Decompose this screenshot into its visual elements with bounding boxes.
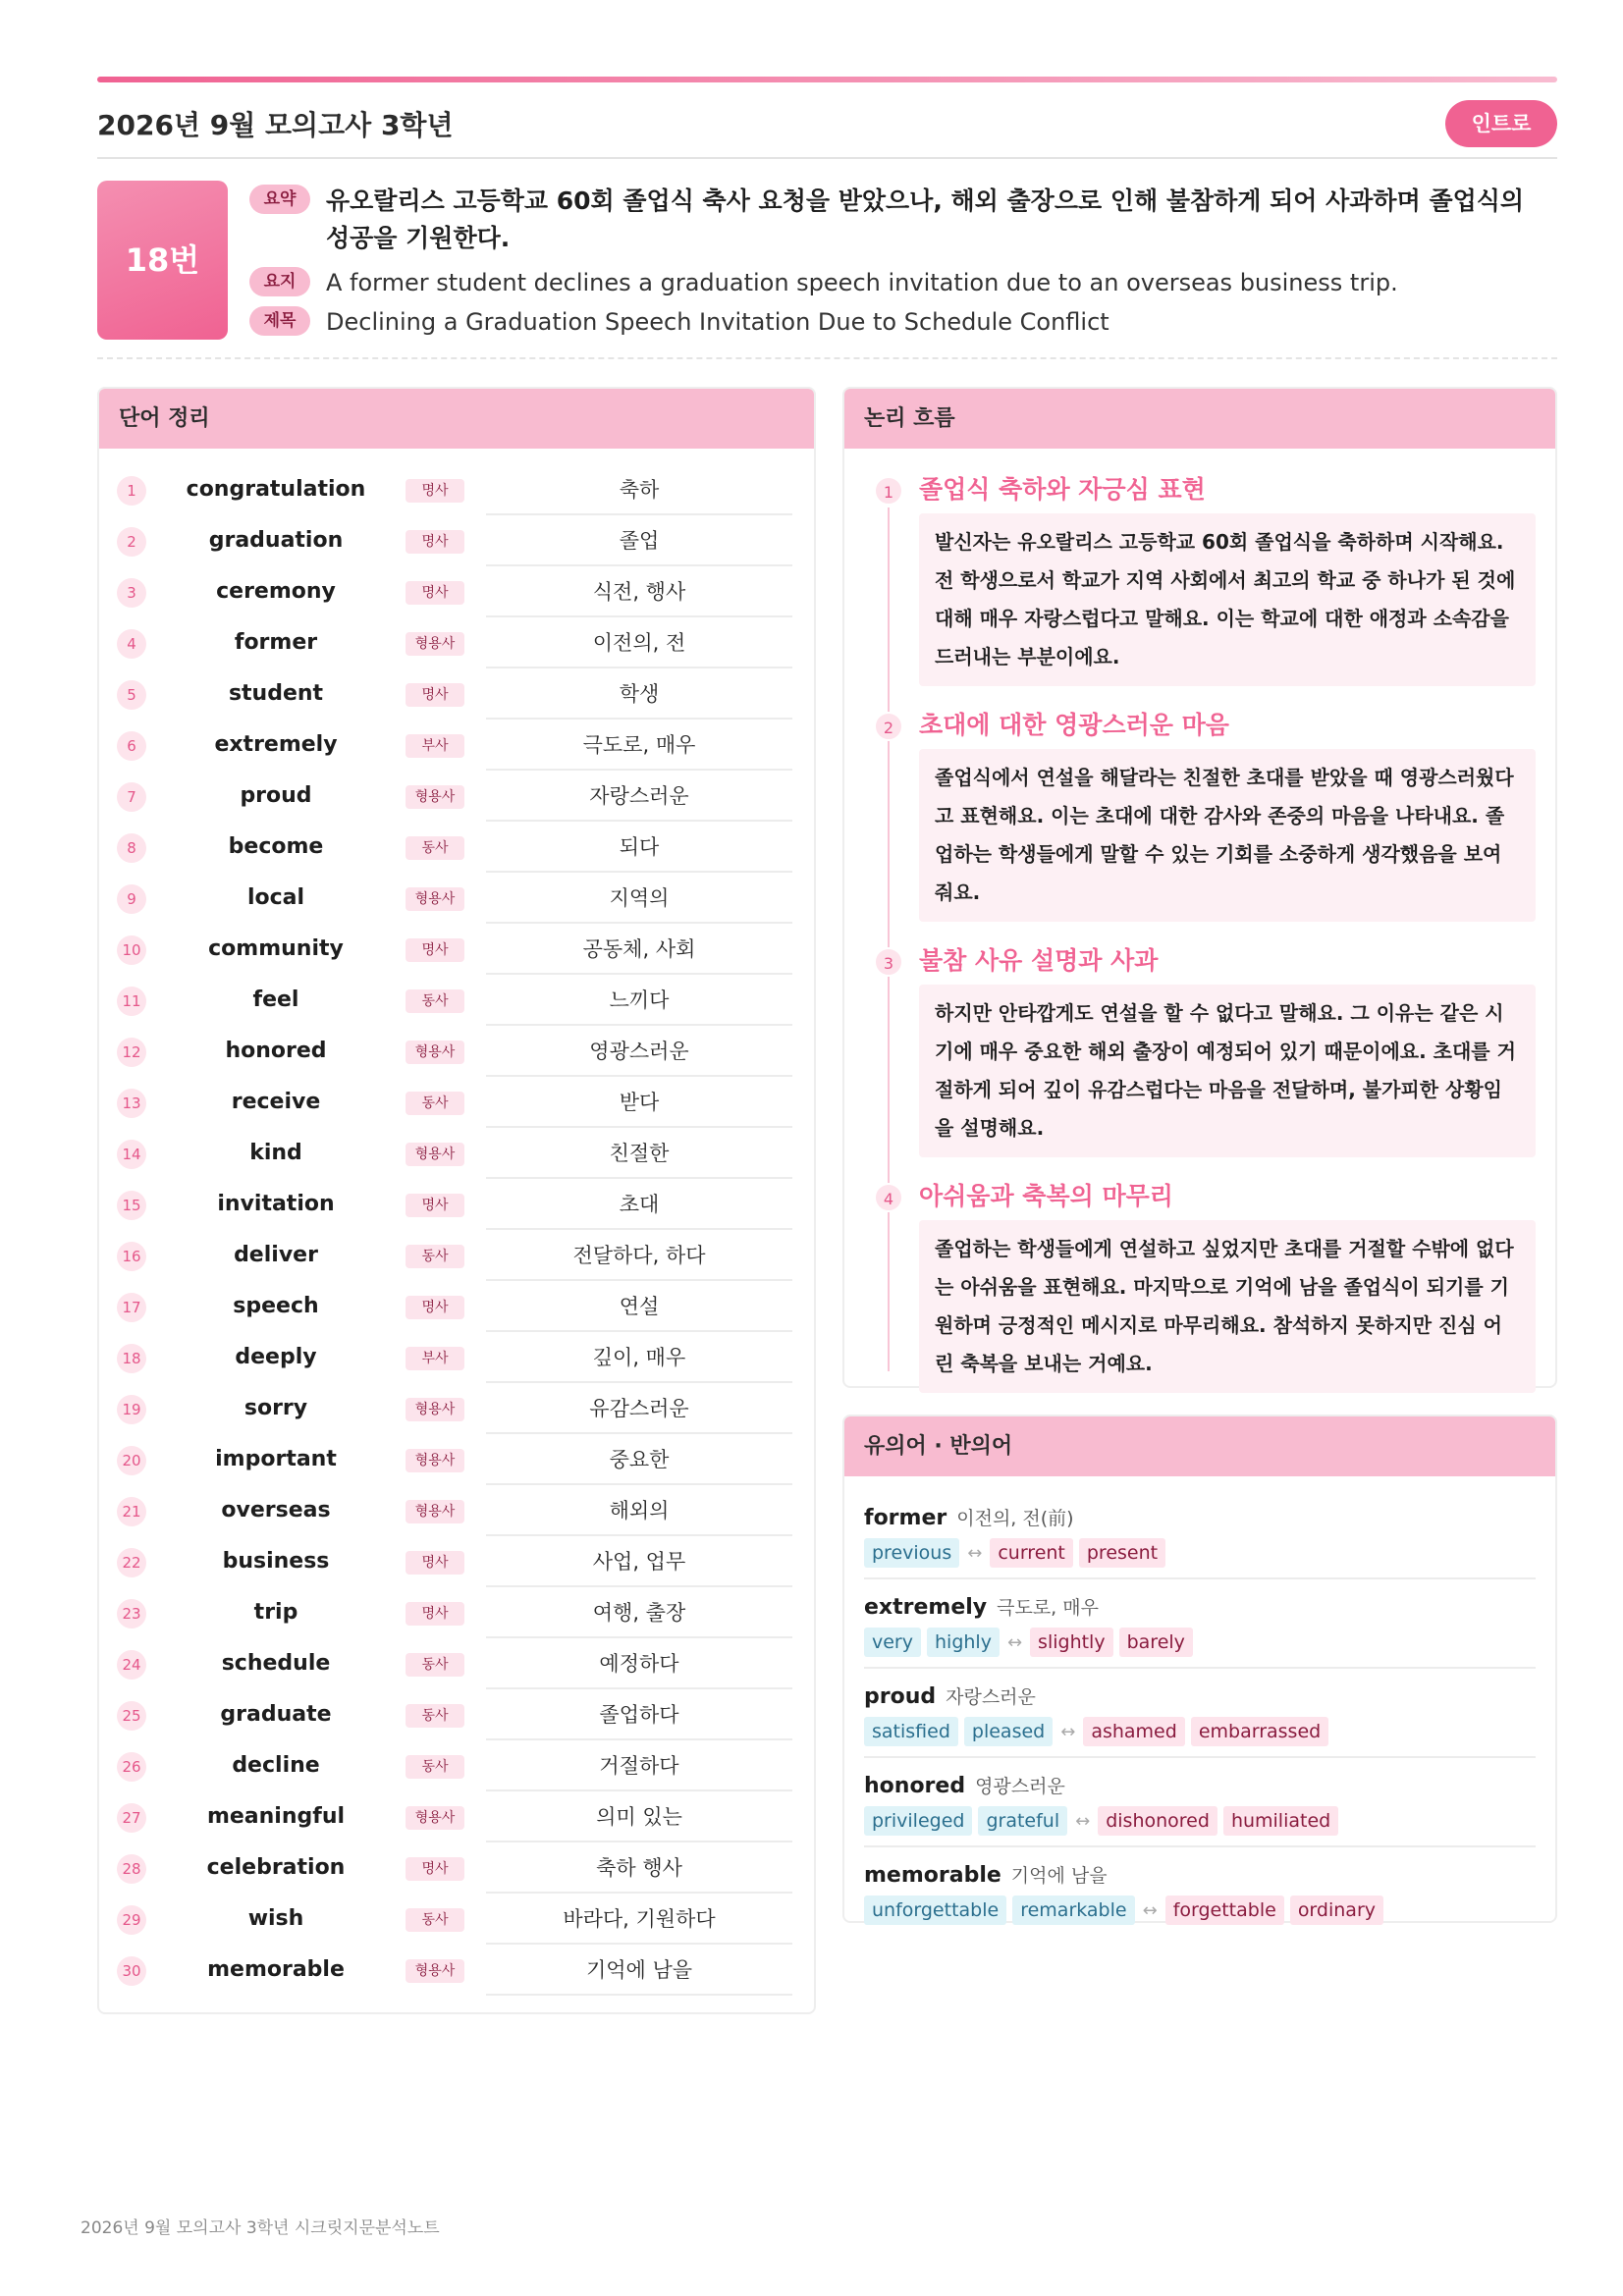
vocab-number: 4	[117, 629, 146, 659]
vocab-number: 17	[117, 1293, 146, 1322]
vocab-row	[99, 975, 814, 1026]
vocab-meaning: 학생	[486, 668, 792, 720]
vocab-pos-tag: 명사	[406, 530, 464, 554]
vocab-meaning: 졸업하다	[486, 1689, 792, 1740]
synonym-entry-head	[864, 1591, 1536, 1626]
vocab-row	[99, 822, 814, 873]
vocab-pos-tag: 명사	[406, 1194, 464, 1217]
vocab-row	[99, 1740, 814, 1791]
vocab-pos-tag: 명사	[406, 683, 464, 707]
vocab-pos-tag: 동사	[406, 989, 464, 1013]
vocab-heading: 단어 정리	[99, 389, 814, 449]
antonym-arrow-icon: ↔	[1060, 1722, 1076, 1742]
vocab-row	[99, 566, 814, 617]
vocab-number: 20	[117, 1446, 146, 1475]
vocab-number: 5	[117, 680, 146, 710]
page-footer: 2026년 9월 모의고사 3학년 시크릿지문분석노트	[81, 2218, 440, 2238]
synonym-chips	[864, 1628, 1536, 1657]
vocab-number: 11	[117, 987, 146, 1016]
vocab-meaning: 축하	[486, 464, 792, 515]
vocab-row	[99, 1945, 814, 1996]
synonym-word: proud	[864, 1684, 937, 1709]
vocab-word: speech	[233, 1294, 319, 1318]
antonym-chip: slightly	[1030, 1628, 1113, 1657]
vocab-meaning: 기억에 남을	[486, 1945, 792, 1996]
flow-step	[864, 1179, 1536, 1393]
vocab-number: 21	[117, 1497, 146, 1526]
vocab-number: 26	[117, 1752, 146, 1782]
vocab-number: 12	[117, 1038, 146, 1067]
vocab-meaning: 거절하다	[486, 1740, 792, 1791]
synonym-chips	[864, 1717, 1536, 1746]
vocab-row	[99, 1434, 814, 1485]
vocab-word: congratulation	[186, 477, 366, 502]
vocab-pos-tag: 명사	[406, 1602, 464, 1626]
synonym-meaning: 이전의, 전(前)	[956, 1508, 1074, 1529]
synonym-chips	[864, 1896, 1536, 1925]
vocab-meaning: 여행, 출장	[486, 1587, 792, 1638]
flow-step-number: 2	[874, 712, 903, 741]
vocab-pos-tag: 명사	[406, 1296, 464, 1319]
antonym-chip: ashamed	[1083, 1717, 1185, 1746]
vocab-meaning: 연설	[486, 1281, 792, 1332]
vocab-meaning: 느끼다	[486, 975, 792, 1026]
synonym-heading: 유의어 · 반의어	[844, 1416, 1555, 1476]
vocab-word: decline	[232, 1753, 320, 1778]
summary-text: 유오랄리스 고등학교 60회 졸업식 축사 요청을 받았으나, 해외 출장으로 인해 불참하게 되어 사과하며 졸업식의 성공을 기원한다.	[326, 187, 1525, 252]
vocab-row	[99, 1332, 814, 1383]
vocab-pos-tag: 동사	[406, 836, 464, 860]
synonym-entry-head	[864, 1681, 1536, 1715]
vocab-pos-tag: 동사	[406, 1092, 464, 1115]
vocab-number: 6	[117, 731, 146, 761]
vocab-row	[99, 1791, 814, 1842]
vocab-meaning: 축하 행사	[486, 1842, 792, 1894]
synonym-entry	[864, 1669, 1536, 1758]
vocab-row	[99, 1894, 814, 1945]
vocab-meaning: 졸업	[486, 515, 792, 566]
vocab-meaning: 예정하다	[486, 1638, 792, 1689]
synonym-word: honored	[864, 1774, 966, 1798]
vocab-pos-tag: 동사	[406, 1908, 464, 1932]
vocab-meaning: 공동체, 사회	[486, 924, 792, 975]
antonym-arrow-icon: ↔	[1075, 1811, 1091, 1832]
vocab-pos-tag: 형용사	[406, 1500, 464, 1523]
vocab-word: important	[215, 1447, 337, 1471]
antonym-arrow-icon: ↔	[1006, 1632, 1023, 1653]
page-header	[97, 98, 1557, 157]
vocab-pos-tag: 형용사	[406, 1143, 464, 1166]
page-title: 2026년 9월 모의고사 3학년	[97, 109, 454, 141]
synonym-meaning: 자랑스러운	[946, 1686, 1036, 1708]
vocab-word: sorry	[243, 1396, 308, 1420]
synonym-meaning: 극도로, 매우	[997, 1597, 1099, 1619]
vocab-meaning: 사업, 업무	[486, 1536, 792, 1587]
antonym-chip: dishonored	[1098, 1806, 1217, 1836]
vocab-word: invitation	[217, 1192, 335, 1216]
vocab-word: meaningful	[206, 1804, 346, 1829]
vocab-row	[99, 720, 814, 771]
synonym-chip: privileged	[864, 1806, 972, 1836]
vocab-number: 16	[117, 1242, 146, 1271]
title-row	[249, 304, 1555, 340]
vocab-word: feel	[252, 988, 299, 1012]
vocab-pos-tag: 동사	[406, 1755, 464, 1779]
synonym-chip: pleased	[964, 1717, 1053, 1746]
vocab-meaning: 해외의	[486, 1485, 792, 1536]
intro-button[interactable]: 인트로	[1445, 100, 1557, 147]
vocab-number: 23	[117, 1599, 146, 1629]
vocab-pos-tag: 형용사	[406, 1041, 464, 1064]
vocab-pos-tag: 명사	[406, 938, 464, 962]
flow-step-title: 불참 사유 설명과 사과	[919, 946, 1159, 975]
synonym-meaning: 기억에 남을	[1010, 1865, 1108, 1887]
question-number-badge: 18번	[97, 181, 228, 340]
vocab-word: ceremony	[216, 579, 336, 604]
synonym-chip: satisfied	[864, 1717, 958, 1746]
vocab-list	[99, 449, 814, 1996]
vocab-word: kind	[249, 1141, 302, 1165]
synonym-chip: highly	[927, 1628, 1000, 1657]
vocab-meaning: 받다	[486, 1077, 792, 1128]
vocab-row	[99, 1638, 814, 1689]
vocab-number: 10	[117, 935, 146, 965]
vocab-row	[99, 1077, 814, 1128]
gist-row	[249, 265, 1555, 300]
vocab-pos-tag: 동사	[406, 1245, 464, 1268]
synonym-panel	[842, 1415, 1557, 1923]
flow-step-body: 졸업식에서 연설을 해달라는 친절한 초대를 받았을 때 영광스러웠다고 표현해요. 이는 초대에 대한 감사와 존중의 마음을 나타내요. 졸업하는 학생들에게 말할 수 있는 기회를 소중하게 생각했음을 보여줘요.	[919, 749, 1536, 922]
antonym-chip: forgettable	[1165, 1896, 1284, 1925]
flow-step	[864, 943, 1536, 1157]
vocab-pos-tag: 형용사	[406, 1398, 464, 1421]
flow-step	[864, 708, 1536, 922]
vocab-pos-tag: 명사	[406, 1857, 464, 1881]
vocab-row	[99, 464, 814, 515]
antonym-chip: embarrassed	[1191, 1717, 1328, 1746]
vocab-pos-tag: 명사	[406, 1551, 464, 1575]
vocab-meaning: 친절한	[486, 1128, 792, 1179]
vocab-row	[99, 1536, 814, 1587]
vocab-pos-tag: 부사	[406, 1347, 464, 1370]
vocab-row	[99, 617, 814, 668]
vocab-pos-tag: 형용사	[406, 1449, 464, 1472]
flow-step-body: 발신자는 유오랄리스 고등학교 60회 졸업식을 축하하며 시작해요. 전 학생으로서 학교가 지역 사회에서 최고의 학교 중 하나가 된 것에 대해 매우 자랑스럽다고 말해요. 이는 학교에 대한 애정과 소속감을 드러내는 부분이에요.	[919, 513, 1536, 686]
vocab-row	[99, 1587, 814, 1638]
vocab-meaning: 지역의	[486, 873, 792, 924]
vocab-row	[99, 1485, 814, 1536]
vocab-number: 9	[117, 884, 146, 914]
vocab-number: 18	[117, 1344, 146, 1373]
vocab-meaning: 깊이, 매우	[486, 1332, 792, 1383]
flow-step-number: 4	[874, 1183, 903, 1212]
vocab-meaning: 자랑스러운	[486, 771, 792, 822]
vocab-word: memorable	[207, 1957, 345, 1982]
vocab-row	[99, 1026, 814, 1077]
vocab-meaning: 이전의, 전	[486, 617, 792, 668]
vocab-row	[99, 873, 814, 924]
vocab-row	[99, 668, 814, 720]
synonym-entry	[864, 1579, 1536, 1669]
vocab-meaning: 유감스러운	[486, 1383, 792, 1434]
vocab-meaning: 극도로, 매우	[486, 720, 792, 771]
vocab-meaning: 중요한	[486, 1434, 792, 1485]
antonym-arrow-icon: ↔	[1142, 1900, 1158, 1921]
vocab-number: 27	[117, 1803, 146, 1833]
flow-step-title: 졸업식 축하와 자긍심 표현	[919, 475, 1206, 504]
flow-step-number: 1	[874, 476, 903, 506]
title-tag: 제목	[249, 306, 310, 336]
vocab-pos-tag: 부사	[406, 734, 464, 758]
vocab-number: 14	[117, 1140, 146, 1169]
header-divider	[97, 157, 1557, 159]
vocab-row	[99, 771, 814, 822]
vocab-word: wish	[247, 1906, 304, 1931]
vocab-word: former	[234, 630, 318, 655]
vocab-meaning: 식전, 행사	[486, 566, 792, 617]
vocab-meaning: 되다	[486, 822, 792, 873]
synonym-list	[844, 1476, 1555, 1935]
flow-step-body: 하지만 안타깝게도 연설을 할 수 없다고 말해요. 그 이유는 같은 시기에 매우 중요한 해외 출장이 예정되어 있기 때문이에요. 초대를 거절하게 되어 깊이 유감스럽다는 마음을 전달하며, 불가피한 상황임을 설명해요.	[919, 985, 1536, 1157]
vocab-pos-tag: 형용사	[406, 1806, 464, 1830]
vocab-word: graduate	[220, 1702, 332, 1727]
synonym-word: extremely	[864, 1595, 988, 1620]
synonym-entry	[864, 1490, 1536, 1579]
flow-step-body: 졸업하는 학생들에게 연설하고 싶었지만 초대를 거절할 수밖에 없다는 아쉬움을 표현해요. 마지막으로 기억에 남을 졸업식이 되기를 기원하며 긍정적인 메시지로 마무리해요. 참석하지 못하지만 진심 어린 축복을 보내는 거예요.	[919, 1220, 1536, 1393]
logic-panel	[842, 387, 1557, 1388]
vocab-number: 13	[117, 1089, 146, 1118]
vocab-word: proud	[240, 783, 312, 808]
vocab-word: local	[246, 885, 305, 910]
summary-tag: 요약	[249, 185, 310, 214]
synonym-chips	[864, 1806, 1536, 1836]
vocab-pos-tag: 형용사	[406, 887, 464, 911]
synonym-chip: remarkable	[1012, 1896, 1134, 1925]
vocab-number: 7	[117, 782, 146, 812]
vocab-number: 24	[117, 1650, 146, 1680]
synonym-meaning: 영광스러운	[975, 1776, 1065, 1797]
vocab-row	[99, 1179, 814, 1230]
vocab-word: become	[228, 834, 324, 859]
vocab-word: honored	[225, 1039, 327, 1063]
vocab-word: schedule	[221, 1651, 331, 1676]
vocab-word: celebration	[206, 1855, 346, 1880]
antonym-chip: humiliated	[1223, 1806, 1338, 1836]
antonym-chip: ordinary	[1290, 1896, 1383, 1925]
flow-step-title: 아쉬움과 축복의 마무리	[919, 1182, 1173, 1210]
vocab-pos-tag: 형용사	[406, 1959, 464, 1983]
vocab-pos-tag: 동사	[406, 1704, 464, 1728]
vocab-number: 15	[117, 1191, 146, 1220]
vocab-row	[99, 924, 814, 975]
vocab-row	[99, 1689, 814, 1740]
vocab-word: community	[208, 936, 344, 961]
vocab-number: 1	[117, 476, 146, 506]
vocab-number: 19	[117, 1395, 146, 1424]
antonym-chip: present	[1079, 1538, 1165, 1568]
vocab-word: student	[228, 681, 324, 706]
vocab-number: 22	[117, 1548, 146, 1577]
vocab-pos-tag: 동사	[406, 1653, 464, 1677]
vocab-word: business	[222, 1549, 330, 1574]
vocab-row	[99, 1281, 814, 1332]
synonym-entry	[864, 1758, 1536, 1847]
antonym-chip: barely	[1119, 1628, 1193, 1657]
antonym-chip: current	[990, 1538, 1073, 1568]
vocab-number: 2	[117, 527, 146, 557]
summary-row	[249, 183, 1555, 257]
vocab-number: 25	[117, 1701, 146, 1731]
vocab-meaning: 바라다, 기원하다	[486, 1894, 792, 1945]
section-divider	[97, 357, 1557, 359]
vocab-pos-tag: 명사	[406, 581, 464, 605]
vocab-word: receive	[231, 1090, 321, 1114]
vocab-row	[99, 1230, 814, 1281]
flow-list	[864, 472, 1536, 1393]
question-summary	[249, 183, 1555, 347]
flow-step-number: 3	[874, 947, 903, 977]
vocab-word: graduation	[208, 528, 344, 553]
vocab-row	[99, 1383, 814, 1434]
synonym-entry-head	[864, 1770, 1536, 1804]
antonym-arrow-icon: ↔	[967, 1543, 983, 1564]
top-accent-bar	[97, 77, 1557, 82]
vocab-word: extremely	[214, 732, 338, 757]
vocab-number: 29	[117, 1905, 146, 1935]
vocab-pos-tag: 형용사	[406, 785, 464, 809]
logic-flow	[844, 449, 1555, 1393]
vocab-panel	[97, 387, 816, 2014]
gist-tag: 요지	[249, 267, 310, 296]
synonym-entry-head	[864, 1859, 1536, 1894]
vocab-number: 8	[117, 833, 146, 863]
vocab-pos-tag: 명사	[406, 479, 464, 503]
vocab-meaning: 영광스러운	[486, 1026, 792, 1077]
vocab-number: 28	[117, 1854, 146, 1884]
vocab-word: overseas	[221, 1498, 331, 1522]
flow-step-title: 초대에 대한 영광스러운 마음	[919, 711, 1229, 739]
vocab-word: trip	[253, 1600, 298, 1625]
vocab-word: deliver	[234, 1243, 318, 1267]
logic-heading: 논리 흐름	[844, 389, 1555, 449]
title-text: Declining a Graduation Speech Invitation Due to Schedule Conflict	[326, 308, 1109, 336]
vocab-meaning: 전달하다, 하다	[486, 1230, 792, 1281]
synonym-entry-head	[864, 1502, 1536, 1536]
vocab-number: 30	[117, 1956, 146, 1986]
synonym-word: memorable	[864, 1863, 1001, 1888]
synonym-word: former	[864, 1506, 947, 1530]
vocab-row	[99, 1128, 814, 1179]
synonym-chip: very	[864, 1628, 921, 1657]
vocab-row	[99, 1842, 814, 1894]
synonym-entry	[864, 1847, 1536, 1935]
synonym-chip: previous	[864, 1538, 959, 1568]
synonym-chip: unforgettable	[864, 1896, 1006, 1925]
vocab-row	[99, 515, 814, 566]
flow-step	[864, 472, 1536, 686]
gist-text: A former student declines a graduation speech invitation due to an overseas business trip.	[326, 269, 1398, 296]
vocab-pos-tag: 형용사	[406, 632, 464, 656]
vocab-meaning: 의미 있는	[486, 1791, 792, 1842]
vocab-word: deeply	[235, 1345, 317, 1369]
vocab-meaning: 초대	[486, 1179, 792, 1230]
vocab-number: 3	[117, 578, 146, 608]
synonym-chips	[864, 1538, 1536, 1568]
synonym-chip: grateful	[978, 1806, 1067, 1836]
